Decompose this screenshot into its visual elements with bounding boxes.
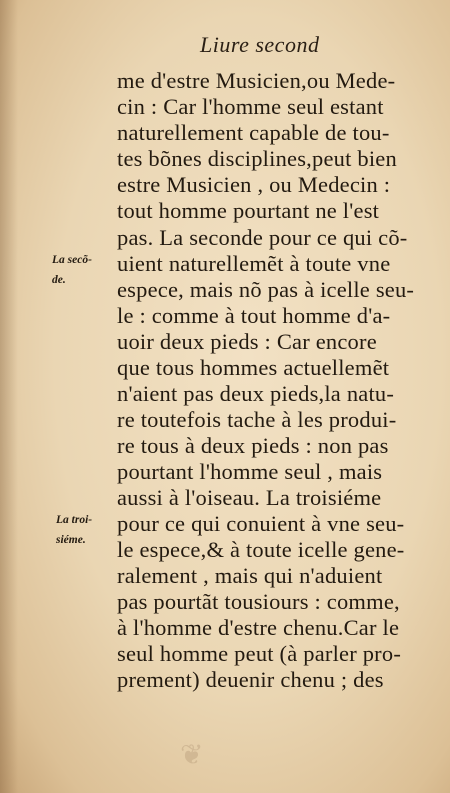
running-title: Liure second bbox=[200, 32, 320, 57]
show-through-mark: ❦ bbox=[180, 740, 204, 771]
text-line: re toutefois tache à les produi- bbox=[117, 407, 397, 432]
text-line: à l'homme d'estre chenu.Car le bbox=[117, 615, 400, 640]
text-line: cin : Car l'homme seul estant bbox=[117, 94, 384, 119]
text-line: naturellement capable de tou- bbox=[117, 120, 390, 145]
text-line: le : comme à tout homme d'a- bbox=[117, 303, 391, 328]
text-line: aussi à l'oiseau. La troisiéme bbox=[117, 485, 382, 510]
text-line: seul homme peut (à parler pro- bbox=[117, 641, 402, 666]
text-line: le espece,& à toute icelle gene- bbox=[117, 537, 405, 562]
text-line: re tous à deux pieds : non pas bbox=[117, 433, 389, 458]
text-line: que tous hommes actuellemẽt bbox=[117, 355, 390, 380]
text-line: pas. La seconde pour ce qui cõ- bbox=[117, 225, 408, 250]
text-line: pourtant l'homme seul , mais bbox=[117, 459, 383, 484]
margin-note-second-line2: de. bbox=[52, 274, 66, 286]
text-line: uoir deux pieds : Car encore bbox=[117, 329, 377, 354]
text-line: n'aient pas deux pieds,la natu- bbox=[117, 381, 395, 406]
text-line: me d'estre Musicien,ou Mede- bbox=[117, 68, 396, 93]
text-line: tes bõnes disciplines,peut bien bbox=[117, 146, 397, 171]
text-line: ralement , mais qui n'aduient bbox=[117, 563, 383, 588]
text-line: uient naturellemẽt à toute vne bbox=[117, 251, 391, 276]
text-line: espece, mais nõ pas à icelle seu- bbox=[117, 277, 415, 302]
text-line: estre Musicien , ou Medecin : bbox=[117, 172, 391, 197]
margin-note-third-line1: La troi- bbox=[56, 514, 93, 526]
margin-note-third-line2: siéme. bbox=[56, 534, 86, 546]
text-line: prement) deuenir chenu ; des bbox=[117, 667, 384, 692]
margin-note-second-line1: La secõ- bbox=[52, 254, 92, 266]
page-gutter-shadow bbox=[0, 0, 18, 793]
text-line: pour ce qui conuient à vne seu- bbox=[117, 511, 405, 536]
text-line: pas pourtãt tousiours : comme, bbox=[117, 589, 400, 614]
text-line: tout homme pourtant ne l'est bbox=[117, 198, 380, 223]
